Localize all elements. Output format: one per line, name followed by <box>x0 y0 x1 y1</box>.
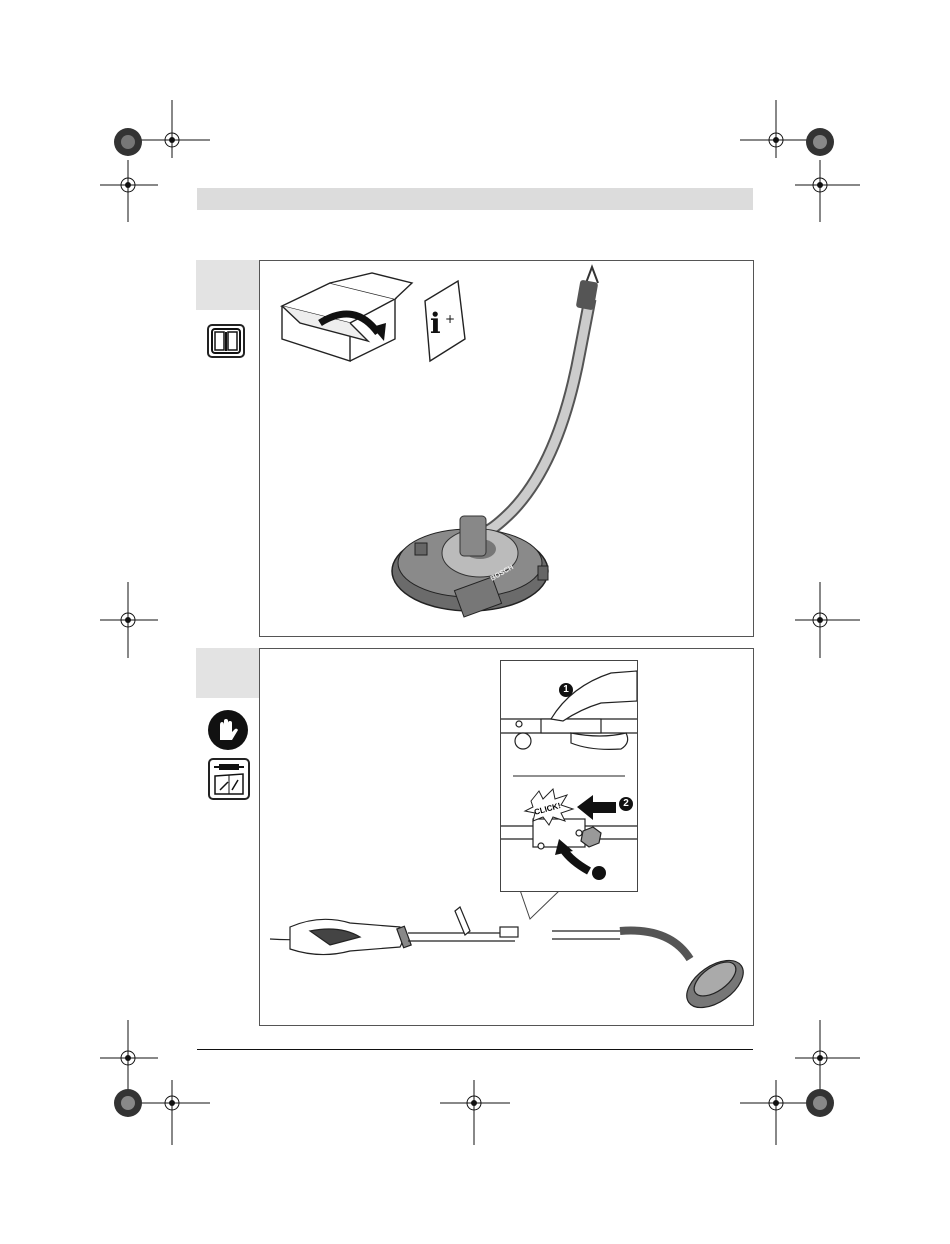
header-band <box>197 188 753 210</box>
footer-rule <box>197 1049 753 1050</box>
step-3-marker <box>592 866 606 880</box>
step-1-marker: 1 <box>559 683 573 697</box>
assembly-detail-callout <box>500 660 638 892</box>
brand-label-on-head: BOSCH <box>489 564 515 583</box>
wear-gloves-icon <box>208 710 248 750</box>
figure-tab-1 <box>196 260 259 310</box>
figure-panel-unpack <box>259 260 754 637</box>
click-label: CLICK! <box>533 801 562 817</box>
read-manual-icon <box>207 324 245 358</box>
trimmer-full-view <box>270 907 752 1017</box>
push-arrow-icon <box>577 795 616 820</box>
figure-tab-2 <box>196 648 259 698</box>
unpack-illustration <box>260 261 753 636</box>
step-2-marker: 2 <box>619 797 633 811</box>
svg-text:+: + <box>445 312 456 326</box>
trimmer-shaft <box>475 267 598 533</box>
trimmer-head <box>392 516 548 617</box>
booklet-info-label: i <box>430 307 441 340</box>
manual-booklet-icon <box>425 281 465 361</box>
disconnect-plug-icon <box>208 758 250 800</box>
